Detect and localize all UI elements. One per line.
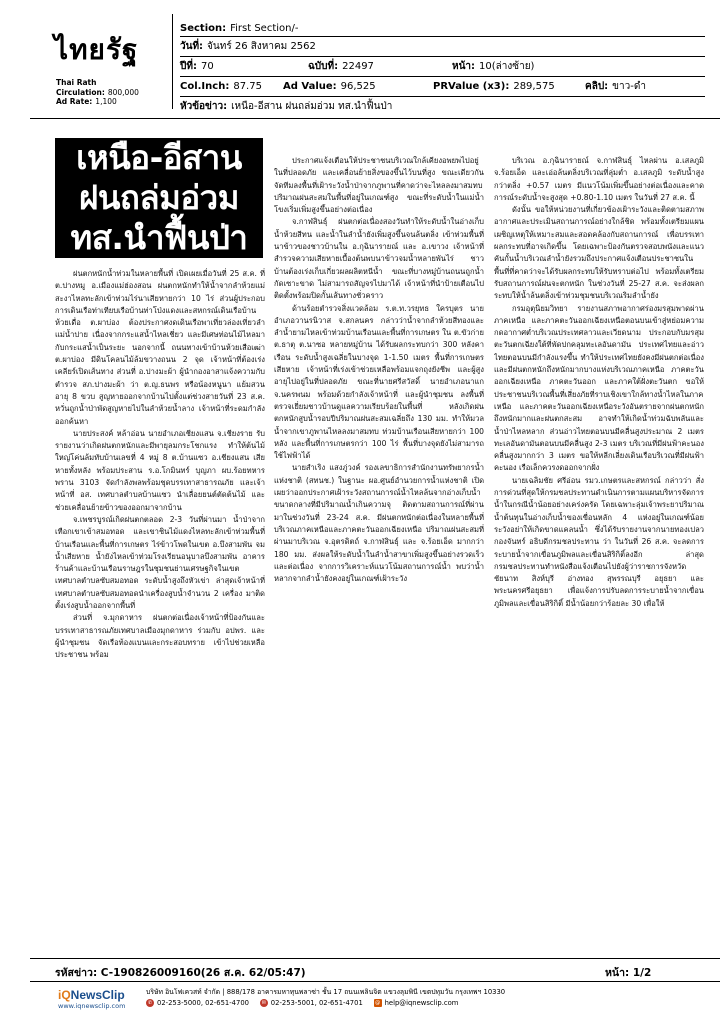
company-contact [146, 987, 505, 1009]
header-divider [172, 14, 173, 109]
paragraph: นายสำเริง แสงภู่วงค์ รองเลขาธิการสำนักงานทรัพยากรน้ำแห่งชาติ (สทนช.) ในฐานะ ผอ.ศูนย์อำนวยการน้ำแห่งชาติ เปิดเผยว่าออกประกาศเฝ้าระวังสถานการณ์น้ำไหลล้นจากอ่างเก็บน้ำขนาดกลางที่มีปริมาณน้ำเกินความจุ ติดตามสถานการณ์ที่ผ่านมาในช่วงวันที่ 23-24 ส.ค. มีฝนตกหนักต่อเนื่องในหลายพื้นที่บริเวณภาคเหนือและภาคตะวันออกเฉียงเหนือ ปริมาณฝนสะสมที่ผ่านมาบริเวณ จ.อุตรดิตถ์ จ.กาฬสินธุ์ และ จ.ร้อยเอ็ด มากกว่า 180 มม. ส่งผลให้ระดับน้ำในลำน้ำสาขาเพิ่มสูงขึ้นอย่างรวดเร็ว และต่อเนื่อง จากการวิเคราะห์แนวโน้มสถานการณ์น้ำ พบว่าน้ำหลากจากลำน้ำยังคงอยู่ในเกณฑ์เฝ้าระวัง [274, 463, 484, 584]
headline-block [55, 138, 263, 258]
meta-rule [180, 96, 705, 97]
headline-line: เหนือ-อีสาน [76, 138, 242, 177]
email-address: help@iqnewsclip.com [384, 999, 459, 1007]
paragraph: ฝนตกหนักน้ำท่วมในหลายพื้นที่ เปิดเผยเมื่อวันที่ 25 ส.ค. ที่ ต.ปางหมู อ.เมืองแม่ฮ่องสอน ฝนตกหนักทำให้น้ำจากลำห้วยแม่สะงาไหลทะลักเข้าท่วมไร่นาเสียหายกว่า 10 ไร่ ส่วนผู้ประกอบการเดินเรือท่าเทียบเรือบ้านท่าโป่งแดงและสหกรณ์เดินเรือบ้านห้วยเดื่อ ต.ผาบ่อง ต้องประกาศงดเดินเรือพาเที่ยวล่องเที่ยวลำแม่น้ำปาย เนื่องจากกระแสน้ำไหลเชี่ยว และมีเศษท่อนไม้ไหลมากับกระแสน้ำเป็นระยะ นอกจากนี้ ถนนทางเข้าบ้านห้วยเสือเฒ่า ต.ผาบ่อง มีดินโคลนไม้ล้มขวางถนน 2 จุด เจ้าหน้าที่ต้องเร่งเคลียร์เปิดเส้นทาง ส่วนที่ อ.ปางมะผ้า ผู้นำกองอาสาแจ้งความกับตำรวจ สภ.ปางมะผ้า ว่า ต.ญ.ธนพร หรือน้องหนูนา แย้มสวน อายุ 8 ขวบ สูญหายออกจากบ้านไปตั้งแต่ช่วงสายวันที่ 23 ส.ค. หวั่นถูกน้ำป่าพัดสูญหายไปในลำห้วยน้ำลาง เจ้าหน้าที่ระดมกำลังออกค้นหา [55, 269, 265, 426]
paragraph: ส่วนที่ จ.มุกดาหาร ฝนตกต่อเนื่องเจ้าหน้าที่ป้องกันและบรรเทาสาธารณภัยเทศบาลเมืองมุกดาหาร ร่วมกับ อปพร. และผู้นำชุมชน จัดเรือท้องแบนและกระสอบทราย เข้าไปช่วยเหลือประชาชน พร้อม [55, 613, 265, 660]
phone-number: 02-253-5000, 02-651-4700 [157, 999, 249, 1007]
paragraph: จ.กาฬสินธุ์ ฝนตกต่อเนื่องสองวันทำให้ระดับน้ำในอ่างเก็บน้ำห้วยสีทน และน้ำในลำน้ำยังเพิ่มสูงขึ้นจนล้นตลิ่ง เข้าท่วมพื้นที่นาข้าวของชาวบ้านใน อ.กุฉินารายณ์ และ อ.เขาวง เจ้าหน้าที่สำรวจความเสียหายเบื้องต้นพบนาข้าวจมน้ำหลายพันไร่ ชาวบ้านต้องเร่งเก็บเกี่ยวผลผลิตหนีน้ำ ขณะที่บางหมู่บ้านถนนถูกน้ำกัดเซาะขาด ไม่สามารถสัญจรไปมาได้ เจ้าหน้าที่นำป้ายเตือนไปติดตั้งพร้อมปิดกั้นเส้นทางชั่วคราว [274, 217, 484, 301]
paragraph: ดังนั้น ขอให้หน่วยงานที่เกี่ยวข้องเฝ้าระวังและติดตามสภาพอากาศและประเมินสถานการณ์อย่างใกล้ชิด พร้อมทั้งเตรียมแผนเผชิญเหตุให้เหมาะสมและสอดคล้องกับสถานการณ์ เพื่อบรรเทาผลกระทบที่อาจเกิดขึ้น โดยเฉพาะป้องกันตรวจสอบพนังและแนวคันกั้นน้ำบริเวณลำน้ำยังรวมถึงประกาศแจ้งเตือนประชาชนในพื้นที่ที่คาดว่าจะได้รับผลกระทบให้รับทราบต่อไป พร้อมทั้งเตรียมรับสถานการณ์ฝนจะตกหนัก ในช่วงวันที่ 25-27 ส.ค. จะส่งผลกระทบให้น้ำล้นตลิ่งเข้าท่วมชุมชนบริเวณริมลำน้ำยัง [494, 205, 704, 301]
meta-rule [180, 36, 705, 37]
article-column-1 [55, 268, 265, 948]
brand-url: www.iqnewsclip.com [58, 1002, 126, 1010]
publication-meta [56, 78, 139, 107]
prvalue-row: PRValue (x3): 289,575 [433, 81, 555, 92]
headline-line: ฝนถล่มอ่วม [79, 178, 239, 217]
paragraph: ประกาศแจ้งเตือนให้ประชาชนบริเวณใกล้เคียงอพยพไปอยู่ในที่ปลอดภัย และเคลื่อนย้ายสิ่งของขึ้นไว้บนที่สูง ขณะเดียวกันจัดทีมลงพื้นที่เฝ้าระวังน้ำป่าจากภูพานที่คาดว่าจะไหลลงมาสมทบ ปริมาณฝนสะสมในพื้นที่อยู่ในเกณฑ์สูง ขณะที่ระดับน้ำในแม่น้ำโขงเริ่มเพิ่มสูงขึ้นอย่างต่อเนื่อง [274, 156, 484, 215]
paragraph: จ.เพชรบูรณ์เกิดฝนตกตลอด 2-3 วันที่ผ่านมา น้ำป่าจากเทือกเขาเข้าสมอทอด และเขาชินไม้แดงไหลทะลักเข้าท่วมพื้นที่บ้านเรือนและพื้นที่การเกษตร ไร่ข้าวโพดในเขต อ.บึงสามพัน จมน้ำเสียหาย น้ำยังไหลเข้าท่วมโรงเรียนอนุบาลบึงสามพัน อาคารร้านค้าและบ้านเรือนราษฎรในชุมชนย่านเศรษฐกิจในเขตเทศบาลตำบลซับสมอทอด ระดับน้ำสูงถึงหัวเข่า ล่าสุดเจ้าหน้าที่เทศบาลตำบลซับสมอทอดนำเครื่องสูบน้ำจำนวน 2 เครื่อง มาติดตั้งเร่งสูบน้ำออกจากพื้นที่ [55, 514, 265, 611]
page-row: หน้า: 10(ล่างซ้าย) [452, 61, 535, 72]
email-icon: @ [375, 1000, 381, 1006]
article-column-3 [494, 155, 704, 950]
circulation: Circulation: 800,000 [56, 87, 139, 97]
headline-line: ทส.นำฟื้นป่า [70, 218, 248, 257]
year-row: ปีที่: 70 [180, 61, 214, 72]
paragraph: บริเวณ อ.กุฉินารายณ์ จ.กาฬสินธุ์ ไหลผ่าน อ.เสลภูมิ จ.ร้อยเอ็ด และเอ่อล้นตลิ่งบริเวณที่ลุ่มต่ำ อ.เสลภูมิ ระดับน้ำสูงกว่าตลิ่ง +0.57 เมตร มีแนวโน้มเพิ่มขึ้นอย่างต่อเนื่องและคาดการณ์ระดับน้ำจะสูงสุด +0.80-1.10 เมตร ในวันที่ 27 ส.ค. นี้ [494, 156, 704, 202]
footer-top-rule [30, 958, 720, 959]
page-indicator: หน้า: 1/2 [605, 967, 652, 979]
company-address: บริษัท อินโฟเควสท์ จำกัด | 888/178 อาคารมหาทุนพลาซ่า ชั้น 17 ถนนเพลินจิต แขวงลุมพินี เขตปทุมวัน กรุงเทพฯ 10330 [146, 988, 506, 996]
clip-row: คลิป: ขาว-ดำ [585, 81, 646, 92]
meta-rule [180, 76, 705, 77]
topic-row: หัวข้อข่าว: เหนือ-อีสาน ฝนถล่มอ่วม ทส.นำฟื้นป่า [180, 101, 393, 112]
advalue-row: Ad Value: 96,525 [283, 81, 376, 92]
phone-icon: ✆ [147, 1000, 153, 1006]
publication-name: Thai Rath [56, 78, 97, 87]
news-reference: รหัสข่าว: C-190826009160(26 ส.ค. 62/05:47) [55, 967, 306, 979]
paragraph: นายประสงค์ หล้าอ่อน นายอำเภอเชียงแสน จ.เชียงราย รับรายงานว่าเกิดฝนตกหนักและมีพายุลมกระโชกแรง ทำให้ต้นไม้ใหญ่โค่นล้มทับบ้านเลขที่ 4 หมู่ 8 ต.บ้านแซว อ.เชียงแสน เสียหายทั้งหลัง พร้อมประสาน ร.อ.โกมินทร์ บุญภา ผบ.ร้อยทหารพราน 3103 จัดกำลังพลพร้อมชุดบรรเทาสาธารณภัย และเจ้าหน้าที่ อส. เทศบาลตำบลบ้านแซว นำเลื่อยยนต์ตัดต้นไม้ และช่วยเคลื่อนย้ายข้าวของออกมาจากบ้าน [55, 428, 265, 512]
iqnewsclip-logo: iQNewsClip www.iqnewsclip.com [58, 988, 126, 1010]
meta-rule [180, 56, 705, 57]
colinch-row: Col.Inch: 87.75 [180, 81, 262, 92]
paragraph: ด้านร้อยตำรวจสิ่งแวดล้อม ร.ต.ท.วรยุทธ ใครบุตร นายอำเภอวานรนิวาส จ.สกลนคร กล่าวว่าน้ำจากลำห้วยสีทองและลำน้ำยามไหลเข้าท่วมบ้านเรือนและพื้นที่การเกษตร ใน ต.ขัวก่าย ต.ธาตุ ต.นาซอ หลายหมู่บ้าน ได้รับผลกระทบกว่า 300 หลังคาเรือน ระดับน้ำสูงเฉลี่ยในบางจุด 1-1.50 เมตร พื้นที่การเกษตรเสียหาย เจ้าหน้าที่เร่งเข้าช่วยเหลือพร้อมแจกถุงยังชีพ และผู้สูงอายุไปอยู่ในที่ปลอดภัย ขณะที่นายศรีสวัสดิ์ นายอำเภอนาแก จ.นครพนม พร้อมด้วยกำลังเจ้าหน้าที่ และผู้นำชุมชน ลงพื้นที่ตรวจเยี่ยมชาวบ้านดูแลความเรียบร้อยในพื้นที่ หลังเกิดฝนตกหนักสูบน้ำรอบปีปริมาณฝนสะสมเฉลี่ยถึง 130 มม. ทำให้มวลน้ำจากเขาภูพานไหลลงมาสมทบ ท่วมบ้านเรือนเสียหายกว่า 100 หลัง และพื้นที่การเกษตรกว่า 100 ไร่ พื้นที่บางจุดยังไม่สามารถใช้ไฟฟ้าได้ [274, 303, 484, 461]
publication-logo: ไทยรัฐ [54, 33, 139, 66]
issue-row: ฉบับที่: 22497 [308, 61, 374, 72]
fax-icon: ✉ [261, 1000, 266, 1006]
paragraph: กรมอุตุนิยมวิทยา รายงานสภาพอากาศร่องมรสุมพาดผ่านภาคเหนือ และภาคตะวันออกเฉียงเหนือตอนบนเข้าสู่หย่อมความกดอากาศต่ำบริเวณประเทศลาวและเวียดนาม ประกอบกับมรสุมตะวันตกเฉียงใต้ที่พัดปกคลุมทะเลอันดามัน ประเทศไทยและอ่าวไทยตอนบนมีกำลังแรงขึ้น ทำให้ประเทศไทยยังคงมีฝนตกต่อเนื่อง และมีฝนตกหนักถึงหนักมากบางแห่งบริเวณภาคเหนือ ภาคตะวันออกเฉียงเหนือ ภาคตะวันออก และภาคใต้ฝั่งตะวันตก ขอให้ประชาชนบริเวณพื้นที่เสี่ยงภัยที่ราบเชิงเขาใกล้ทางน้ำไหลในภาคเหนือ และภาคตะวันออกเฉียงเหนือระวังอันตรายจากฝนตกหนักถึงหนักมากและฝนตกสะสม อาจทำให้เกิดน้ำท่วมฉับพลันและน้ำป่าไหลหลาก ส่วนอ่าวไทยตอนบนมีคลื่นสูงประมาณ 2 เมตร ทะเลอันดามันตอนบนมีคลื่นสูง 2-3 เมตร บริเวณที่มีฝนฟ้าคะนองคลื่นสูงมากกว่า 3 เมตร ขอให้หลีกเลี่ยงเดินเรือบริเวณที่มีฝนฟ้าคะนอง เรือเล็กควรงดออกจากฝั่ง [494, 303, 704, 473]
fax-number: 02-253-5001, 02-651-4701 [270, 999, 363, 1007]
article-column-2 [274, 155, 484, 950]
header-bottom-rule [30, 118, 720, 119]
date-row: วันที่: จันทร์ 26 สิงหาคม 2562 [180, 41, 316, 52]
section-row: Section: First Section/- [180, 23, 299, 34]
footer-rule [30, 981, 720, 982]
ad-rate: Ad Rate: 1,100 [56, 97, 117, 106]
paragraph: นายเฉลิมชัย ศรีอ่อน รมว.เกษตรและสหกรณ์ กล่าวว่า สั่งการด่วนที่สุดให้กรมชลประทานดำเนินการตามแผนบริหารจัดการน้ำในกรณีน้ำน้อยอย่างเคร่งครัด โดยเฉพาะลุ่มเจ้าพระยาปริมาณน้ำต้นทุนในอ่างเก็บน้ำของเขื่อนหลัก 4 แห่งอยู่ในเกณฑ์น้อย ระวังอย่าให้เกิดขาดแคลนน้ำ ซึ่งได้รับรายงานจากนายทองเปลว กองจันทร์ อธิบดีกรมชลประทาน ว่า ในวันที่ 26 ส.ค. จะลดการระบายน้ำจากเขื่อนภูมิพลและเขื่อนสิริกิติ์ลงอีก ล่าสุดกรมชลประทานทำหนังสือแจ้งเตือนไปยังผู้ว่าราชการจังหวัดชัยนาท สิงห์บุรี อ่างทอง สุพรรณบุรี อยุธยา และพระนครศรีอยุธยา เพื่อแจ้งการปรับลดการระบายน้ำจากเขื่อนภูมิพลและเขื่อนสิริกิติ์ มีน้ำน้อยกว่าร้อยละ 30 เพื่อให้ [494, 475, 704, 608]
